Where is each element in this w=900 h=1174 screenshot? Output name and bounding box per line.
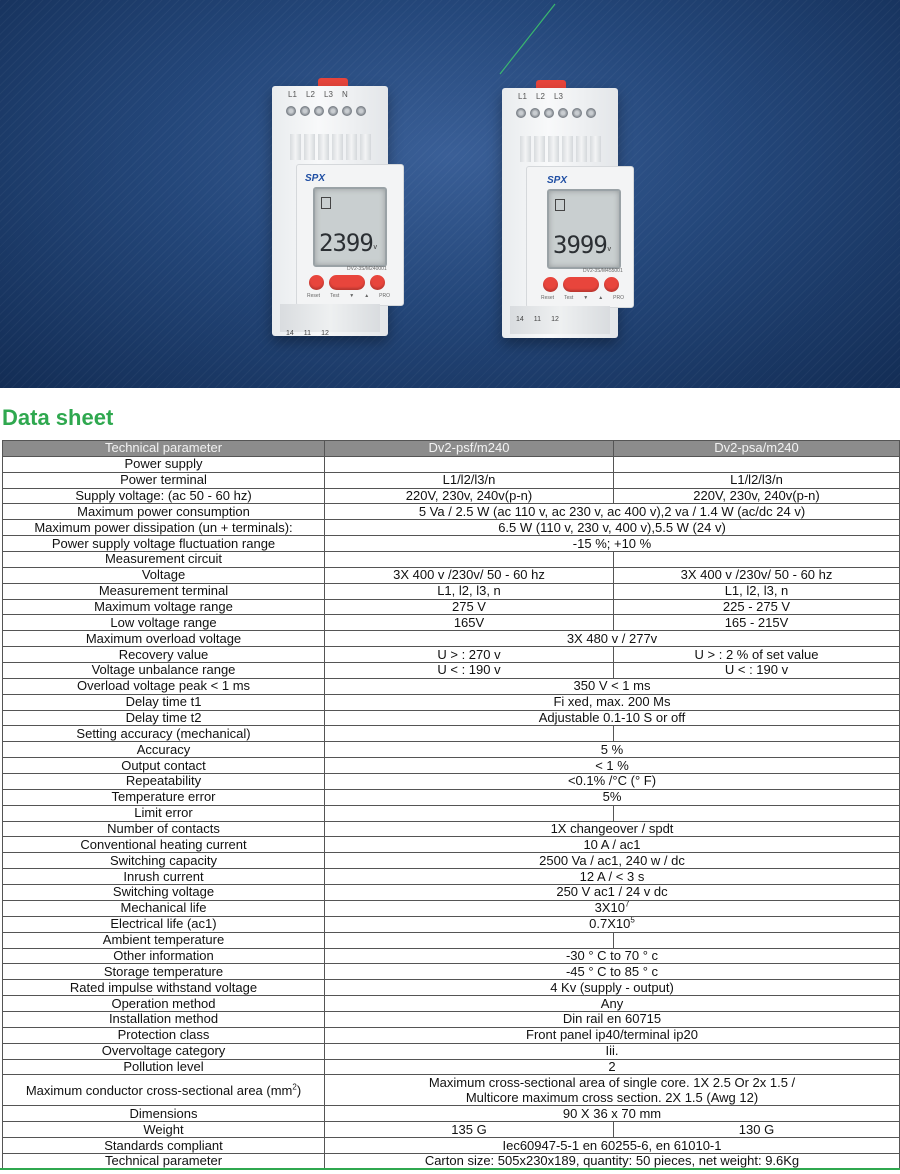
parameter-cell: Maximum conductor cross-sectional area $(mm^2)$	[3, 1075, 325, 1106]
parameter-cell: Overload voltage peak < 1 ms	[3, 678, 325, 694]
terminal-label: 11	[533, 316, 542, 323]
table-row	[3, 1153, 900, 1169]
parameter-cell: Electrical life (ac1)	[3, 916, 325, 932]
display-unit: v	[607, 246, 611, 253]
brand-logo: SPX	[547, 175, 568, 186]
value-cell: L1/l2/l3/n	[614, 472, 900, 488]
parameter-cell: Measurement terminal	[3, 583, 325, 599]
display-value: 2399	[319, 229, 373, 257]
parameter-cell: Storage temperature	[3, 964, 325, 980]
reset-button	[543, 277, 558, 292]
table-row	[3, 1075, 900, 1106]
table-row	[3, 567, 900, 583]
bottom-terminal-labels	[516, 316, 559, 323]
bottom-accent-line	[0, 1168, 900, 1170]
terminal-screws	[516, 108, 596, 118]
value-cell: 350 V < 1 ms	[325, 678, 900, 694]
table-row	[3, 536, 900, 552]
value-cell	[614, 932, 900, 948]
value-cell	[325, 805, 614, 821]
value-cell	[325, 726, 614, 742]
button-label: PRO	[613, 295, 624, 301]
parameter-cell: Switching capacity	[3, 853, 325, 869]
value-cell: 5 Va / 2.5 W (ac 110 v, ac 230 v, ac 400 v),2 va / 1.4 W (ac/dc 24 v)	[325, 504, 900, 520]
value-cell: U > : 270 v	[325, 647, 614, 663]
housing-ribs	[520, 136, 601, 162]
parameter-cell: Number of contacts	[3, 821, 325, 837]
section-title: Data sheet	[2, 405, 114, 430]
button-label: ▼	[583, 295, 589, 301]
reset-button	[309, 275, 324, 290]
value-cell: L1, l2, l3, n	[614, 583, 900, 599]
value-cell: U < : 190 v	[614, 663, 900, 679]
control-buttons	[309, 275, 385, 290]
parameter-cell: Standards compliant	[3, 1138, 325, 1154]
button-label: Reset	[541, 295, 555, 301]
value-cell: 165V	[325, 615, 614, 631]
parameter-cell: Pollution level	[3, 1059, 325, 1075]
table-row	[3, 520, 900, 536]
table-row	[3, 1043, 900, 1059]
value-cell: -30 ° C to 70 ° c	[325, 948, 900, 964]
parameter-cell: Repeatability	[3, 774, 325, 790]
table-row	[3, 678, 900, 694]
value-cell	[325, 456, 614, 472]
table-row	[3, 472, 900, 488]
parameter-cell: Ambient temperature	[3, 932, 325, 948]
value-cell: 2	[325, 1059, 900, 1075]
table-row	[3, 710, 900, 726]
terminal-label: 14	[286, 330, 294, 337]
value-cell: 130 G	[614, 1122, 900, 1138]
parameter-cell: Supply voltage: (ac 50 - 60 hz)	[3, 488, 325, 504]
parameter-cell: Other information	[3, 948, 325, 964]
table-row	[3, 583, 900, 599]
model-text: DV2-3S/M240001	[347, 266, 387, 272]
light-beam-decoration	[0, 0, 900, 388]
table-row	[3, 599, 900, 615]
value-cell: <0.1% /°C (° F)	[325, 774, 900, 790]
parameter-cell: Measurement circuit	[3, 552, 325, 568]
table-row	[3, 805, 900, 821]
button-label: ▲	[364, 293, 370, 299]
value-cell: 5%	[325, 789, 900, 805]
adjust-button	[563, 277, 599, 292]
parameter-cell: Switching voltage	[3, 885, 325, 901]
parameter-cell: Inrush current	[3, 869, 325, 885]
value-cell	[614, 552, 900, 568]
button-labels	[541, 295, 624, 301]
display-unit: v	[373, 244, 377, 251]
value-cell: 2500 Va / ac1, 240 w / dc	[325, 853, 900, 869]
housing-ribs	[290, 134, 371, 160]
value-cell: 3X 480 v / 277v	[325, 631, 900, 647]
table-row	[3, 789, 900, 805]
parameter-cell: Operation method	[3, 996, 325, 1012]
value-cell: 3X 400 v /230v/ 50 - 60 hz	[614, 567, 900, 583]
data-sheet-table	[2, 440, 900, 1170]
table-row	[3, 1027, 900, 1043]
parameter-cell: Maximum voltage range	[3, 599, 325, 615]
header-cell: Technical parameter	[3, 441, 325, 457]
parameter-cell: Maximum power dissipation (un + terminals):	[3, 520, 325, 536]
terminal-label: L2	[536, 92, 545, 101]
table-row	[3, 552, 900, 568]
parameter-cell: Temperature error	[3, 789, 325, 805]
button-label: Reset	[307, 293, 321, 299]
parameter-cell: Voltage	[3, 567, 325, 583]
value-cell	[325, 552, 614, 568]
terminal-labels	[518, 92, 572, 101]
table-row	[3, 980, 900, 996]
terminal-labels	[288, 90, 360, 99]
table-row	[3, 948, 900, 964]
value-cell: 10 A / ac1	[325, 837, 900, 853]
value-cell: -15 %; +10 %	[325, 536, 900, 552]
parameter-cell: Installation method	[3, 1011, 325, 1027]
table-row	[3, 1059, 900, 1075]
value-cell: Any	[325, 996, 900, 1012]
value-cell: U > : 2 % of set value	[614, 647, 900, 663]
program-button	[370, 275, 385, 290]
value-cell: 1X changeover / spdt	[325, 821, 900, 837]
parameter-cell: Maximum overload voltage	[3, 631, 325, 647]
value-cell: 3X 400 v /230v/ 50 - 60 hz	[325, 567, 614, 583]
table-row	[3, 504, 900, 520]
parameter-cell: Conventional heating current	[3, 837, 325, 853]
value-cell: 12 A / < 3 s	[325, 869, 900, 885]
table-row	[3, 488, 900, 504]
parameter-cell: Power supply	[3, 456, 325, 472]
value-cell: L1/l2/l3/n	[325, 472, 614, 488]
value-cell: 220V, 230v, 240v(p-n)	[614, 488, 900, 504]
lcd-display	[547, 189, 621, 269]
button-label: ▼	[349, 293, 355, 299]
bottom-terminal-labels	[286, 330, 329, 337]
table-row	[3, 694, 900, 710]
terminal-label: N	[342, 90, 348, 99]
table-row	[3, 774, 900, 790]
value-cell: 135 G	[325, 1122, 614, 1138]
table-body	[3, 456, 900, 1169]
value-cell: $3X10^7$	[325, 900, 900, 916]
parameter-cell: Output contact	[3, 758, 325, 774]
button-label: Test	[564, 295, 574, 301]
table-row	[3, 964, 900, 980]
terminal-label: 11	[303, 330, 312, 337]
value-cell: 4 Kv (supply - output)	[325, 980, 900, 996]
terminal-label: L1	[518, 92, 527, 101]
table-row	[3, 647, 900, 663]
product-image-dv2-psa	[500, 80, 640, 345]
value-cell: Front panel ip40/terminal ip20	[325, 1027, 900, 1043]
value-cell: U < : 190 v	[325, 663, 614, 679]
lcd-display	[313, 187, 387, 267]
parameter-cell: Setting accuracy (mechanical)	[3, 726, 325, 742]
terminal-label: 12	[551, 316, 559, 323]
table-row	[3, 1011, 900, 1027]
table-header-row	[3, 441, 900, 457]
table-row	[3, 821, 900, 837]
value-cell	[325, 932, 614, 948]
table-row	[3, 726, 900, 742]
table-row	[3, 853, 900, 869]
parameter-cell: Protection class	[3, 1027, 325, 1043]
table-row	[3, 631, 900, 647]
value-cell: L1, l2, l3, n	[325, 583, 614, 599]
table-row	[3, 932, 900, 948]
value-cell: Iec60947-5-1 en 60255-6, en 61010-1	[325, 1138, 900, 1154]
parameter-cell: Power terminal	[3, 472, 325, 488]
table-row	[3, 837, 900, 853]
table-row	[3, 916, 900, 932]
model-text: DV2-3S/M455001	[583, 268, 623, 274]
table-row	[3, 996, 900, 1012]
button-label: Test	[330, 293, 340, 299]
parameter-cell: Voltage unbalance range	[3, 663, 325, 679]
display-value: 3999	[553, 231, 607, 259]
adjust-button	[329, 275, 365, 290]
value-cell: 90 X 36 x 70 mm	[325, 1106, 900, 1122]
button-label: ▲	[598, 295, 604, 301]
parameter-cell: Dimensions	[3, 1106, 325, 1122]
parameter-cell: Weight	[3, 1122, 325, 1138]
parameter-cell: Recovery value	[3, 647, 325, 663]
button-label: PRO	[379, 293, 390, 299]
value-cell	[614, 805, 900, 821]
parameter-cell: Limit error	[3, 805, 325, 821]
value-cell: -45 ° C to 85 ° c	[325, 964, 900, 980]
housing-base	[280, 304, 380, 332]
table-row	[3, 1122, 900, 1138]
table-row	[3, 885, 900, 901]
value-cell: 275 V	[325, 599, 614, 615]
button-labels	[307, 293, 390, 299]
front-panel	[526, 166, 634, 308]
program-button	[604, 277, 619, 292]
table-row	[3, 1106, 900, 1122]
terminal-screws	[286, 106, 366, 116]
value-cell	[614, 726, 900, 742]
control-buttons	[543, 277, 619, 292]
value-cell: 220V, 230v, 240v(p-n)	[325, 488, 614, 504]
parameter-cell: Overvoltage category	[3, 1043, 325, 1059]
value-cell: 250 V ac1 / 24 v dc	[325, 885, 900, 901]
value-cell: $0.7X10^5$	[325, 916, 900, 932]
table-row	[3, 615, 900, 631]
terminal-label: L3	[554, 92, 563, 101]
value-cell: Iii.	[325, 1043, 900, 1059]
parameter-cell: Power supply voltage fluctuation range	[3, 536, 325, 552]
table-row	[3, 900, 900, 916]
front-panel	[296, 164, 404, 306]
value-cell: Din rail en 60715	[325, 1011, 900, 1027]
parameter-cell: Mechanical life	[3, 900, 325, 916]
value-cell: Maximum cross-sectional area of single core. 1X 2.5 Or 2x 1.5 / Multicore maximum cross section. 2X 1.5 (Awg 12)	[325, 1075, 900, 1106]
value-cell: Adjustable 0.1-10 S or off	[325, 710, 900, 726]
terminal-label: L3	[324, 90, 333, 99]
brand-logo: SPX	[305, 173, 326, 184]
table-row	[3, 742, 900, 758]
table-row	[3, 1138, 900, 1154]
value-cell: 225 - 275 V	[614, 599, 900, 615]
terminal-label: 14	[516, 316, 524, 323]
parameter-cell: Technical parameter	[3, 1153, 325, 1169]
table-row	[3, 869, 900, 885]
value-cell: Carton size: 505x230x189, quantity: 50 pieces, net weight: 9.6Kg	[325, 1153, 900, 1169]
table-row	[3, 663, 900, 679]
parameter-cell: Rated impulse withstand voltage	[3, 980, 325, 996]
parameter-cell: Maximum power consumption	[3, 504, 325, 520]
parameter-cell: Delay time t2	[3, 710, 325, 726]
value-cell: 165 - 215V	[614, 615, 900, 631]
terminal-label: 12	[321, 330, 329, 337]
table-row	[3, 456, 900, 472]
terminal-label: L2	[306, 90, 315, 99]
table-row	[3, 758, 900, 774]
value-cell: < 1 %	[325, 758, 900, 774]
product-image-dv2-psf	[270, 78, 410, 343]
value-cell: 6.5 W (110 v, 230 v, 400 v),5.5 W (24 v)	[325, 520, 900, 536]
parameter-cell: Low voltage range	[3, 615, 325, 631]
terminal-label: L1	[288, 90, 297, 99]
value-cell: Fi xed, max. 200 Ms	[325, 694, 900, 710]
product-hero-banner	[0, 0, 900, 388]
value-cell: 5 %	[325, 742, 900, 758]
header-cell: Dv2-psa/m240	[614, 441, 900, 457]
header-cell: Dv2-psf/m240	[325, 441, 614, 457]
parameter-cell: Accuracy	[3, 742, 325, 758]
value-cell	[614, 456, 900, 472]
parameter-cell: Delay time t1	[3, 694, 325, 710]
